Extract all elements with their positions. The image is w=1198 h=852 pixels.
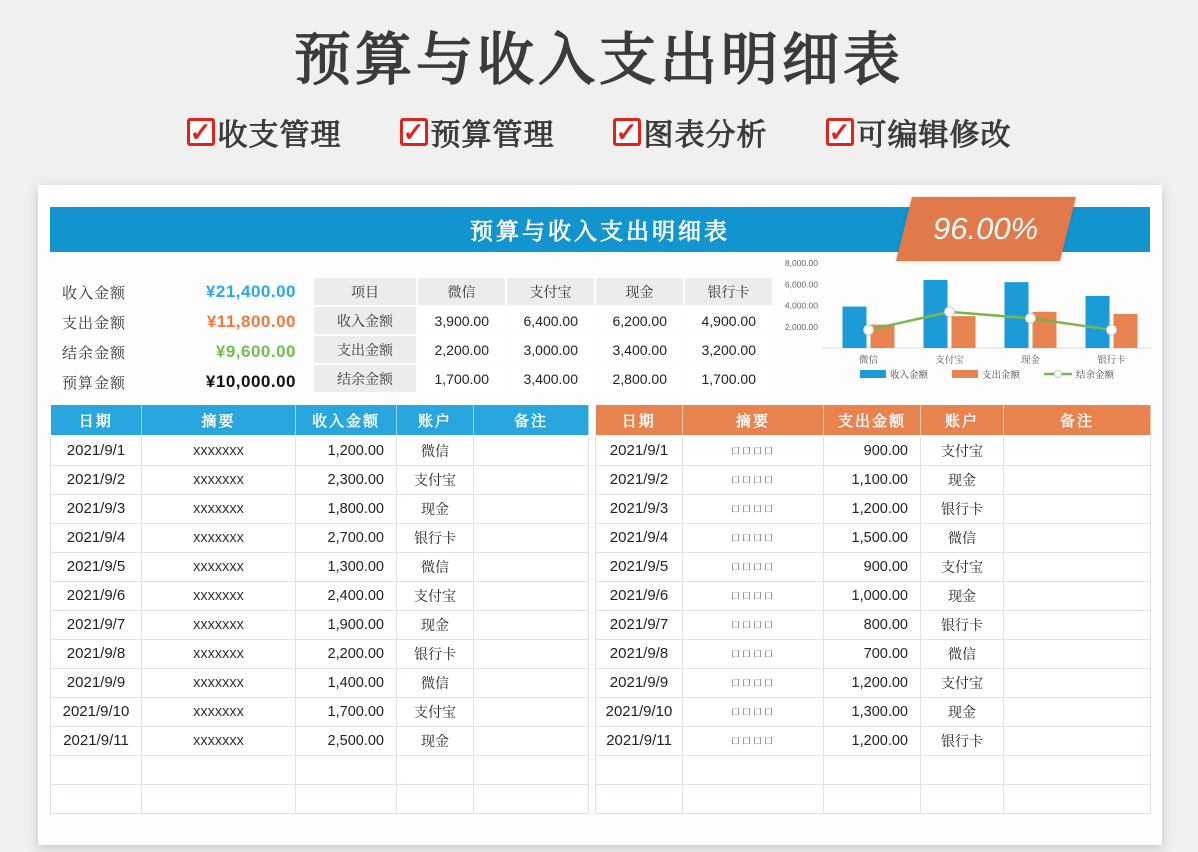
detail-cell-desc[interactable]: 口口口口 [683, 668, 824, 697]
checkbox-checked-icon: ✓ [187, 118, 215, 146]
detail-cell-date[interactable]: 2021/9/4 [51, 523, 142, 552]
detail-cell-date[interactable]: 2021/9/6 [596, 581, 683, 610]
detail-cell-date[interactable]: 2021/9/5 [596, 552, 683, 581]
detail-row [51, 523, 589, 552]
account-summary-cell[interactable]: 4,900.00 [684, 306, 773, 335]
detail-empty-cell[interactable] [1004, 755, 1151, 784]
summary-label: 结余金额 [62, 344, 127, 362]
detail-row [51, 639, 589, 668]
account-summary-row [313, 335, 773, 364]
detail-cell-note[interactable] [1004, 523, 1151, 552]
detail-row [51, 465, 589, 494]
spreadsheet-card [38, 185, 1162, 845]
detail-cell-amt[interactable]: 1,200.00 [824, 726, 921, 755]
detail-row [596, 697, 1151, 726]
detail-cell-date[interactable]: 2021/9/11 [51, 726, 142, 755]
detail-cell-amt[interactable]: 1,300.00 [296, 552, 397, 581]
detail-cell-note[interactable] [1004, 581, 1151, 610]
account-summary-row [313, 364, 773, 393]
detail-empty-cell[interactable] [921, 755, 1004, 784]
detail-cell-note[interactable] [1004, 697, 1151, 726]
detail-cell-note[interactable] [474, 581, 589, 610]
detail-cell-date[interactable]: 2021/9/2 [596, 465, 683, 494]
summary-value[interactable]: ¥9,600.00 [215, 342, 296, 361]
summary-block [56, 277, 308, 397]
detail-cell-desc[interactable]: xxxxxxx [142, 697, 296, 726]
detail-cell-amt[interactable]: 2,500.00 [296, 726, 397, 755]
account-summary-row-label: 收入金额 [313, 306, 417, 335]
feature-label: 收支管理 [217, 119, 342, 152]
detail-col-header: 收入金额 [296, 405, 397, 436]
sheet-header-title: 预算与收入支出明细表 [470, 218, 730, 244]
bar-支出金额 [1114, 314, 1138, 348]
legend-label: 收入金额 [890, 370, 929, 381]
checkbox-checked-icon: ✓ [613, 118, 641, 146]
detail-cell-desc[interactable]: 口口口口 [683, 552, 824, 581]
detail-cell-acct[interactable]: 支付宝 [397, 581, 474, 610]
detail-cell-desc[interactable]: 口口口口 [683, 697, 824, 726]
detail-cell-desc[interactable]: 口口口口 [683, 494, 824, 523]
feature-list [0, 110, 1198, 154]
detail-cell-note[interactable] [1004, 465, 1151, 494]
detail-empty-cell[interactable] [296, 784, 397, 813]
detail-cell-date[interactable]: 2021/9/3 [596, 494, 683, 523]
detail-col-header: 摘要 [142, 405, 296, 436]
detail-cell-note[interactable] [474, 697, 589, 726]
detail-cell-note[interactable] [474, 668, 589, 697]
account-summary-row [313, 306, 773, 335]
detail-row [596, 668, 1151, 697]
detail-col-header: 日期 [596, 405, 683, 436]
detail-cell-acct[interactable]: 微信 [921, 523, 1004, 552]
account-summary-col-header: 支付宝 [506, 277, 595, 306]
detail-cell-note[interactable] [1004, 639, 1151, 668]
detail-empty-cell[interactable] [397, 784, 474, 813]
income-detail-table [50, 405, 589, 814]
detail-cell-amt[interactable]: 2,200.00 [296, 639, 397, 668]
detail-cell-amt[interactable]: 1,900.00 [296, 610, 397, 639]
y-axis-tick: 6,000.00 [784, 279, 818, 290]
detail-empty-row [51, 784, 589, 813]
detail-cell-amt[interactable]: 1,400.00 [296, 668, 397, 697]
detail-cell-note[interactable] [474, 610, 589, 639]
detail-empty-cell[interactable] [596, 784, 683, 813]
detail-cell-desc[interactable]: xxxxxxx [142, 523, 296, 552]
detail-empty-cell[interactable] [397, 755, 474, 784]
detail-row [596, 465, 1151, 494]
detail-cell-note[interactable] [1004, 668, 1151, 697]
legend-swatch [952, 370, 978, 378]
detail-cell-acct[interactable]: 银行卡 [921, 610, 1004, 639]
feature-item [613, 110, 768, 154]
detail-cell-acct[interactable]: 现金 [397, 610, 474, 639]
account-summary-col-header: 现金 [595, 277, 684, 306]
detail-cell-amt[interactable]: 1,200.00 [296, 436, 397, 465]
detail-empty-cell[interactable] [296, 755, 397, 784]
detail-empty-cell[interactable] [474, 755, 589, 784]
detail-cell-note[interactable] [1004, 610, 1151, 639]
balance-line-marker [864, 325, 874, 335]
detail-empty-row [51, 755, 589, 784]
detail-cell-note[interactable] [1004, 726, 1151, 755]
x-axis-label: 支付宝 [935, 355, 964, 366]
detail-row [51, 494, 589, 523]
detail-cell-desc[interactable]: 口口口口 [683, 639, 824, 668]
detail-row [51, 552, 589, 581]
summary-row [56, 277, 308, 307]
detail-cell-acct[interactable]: 银行卡 [921, 494, 1004, 523]
detail-cell-note[interactable] [474, 726, 589, 755]
detail-cell-acct[interactable]: 支付宝 [397, 697, 474, 726]
detail-cell-acct[interactable]: 支付宝 [921, 436, 1004, 465]
detail-cell-note[interactable] [474, 465, 589, 494]
detail-empty-cell[interactable] [1004, 784, 1151, 813]
account-summary-cell[interactable]: 3,200.00 [684, 335, 773, 364]
detail-cell-amt[interactable]: 1,000.00 [824, 581, 921, 610]
y-axis-tick: 8,000.00 [784, 258, 818, 268]
detail-cell-amt[interactable]: 900.00 [824, 436, 921, 465]
checkbox-checked-icon: ✓ [400, 118, 428, 146]
account-summary-cell[interactable]: 2,800.00 [595, 364, 684, 393]
detail-row [596, 639, 1151, 668]
detail-col-header: 备注 [1004, 405, 1151, 436]
feature-item [400, 110, 555, 154]
detail-cell-date[interactable]: 2021/9/1 [51, 436, 142, 465]
account-summary-cell[interactable]: 6,400.00 [506, 306, 595, 335]
detail-cell-acct[interactable]: 微信 [397, 552, 474, 581]
detail-cell-date[interactable]: 2021/9/3 [51, 494, 142, 523]
detail-empty-cell[interactable] [474, 784, 589, 813]
page-title: 预算与收入支出明细表 [294, 28, 904, 92]
summary-row [56, 367, 308, 397]
detail-cell-date[interactable]: 2021/9/7 [51, 610, 142, 639]
summary-label: 预算金额 [62, 374, 127, 392]
detail-empty-cell[interactable] [51, 784, 142, 813]
detail-cell-desc[interactable]: xxxxxxx [142, 552, 296, 581]
detail-col-header: 账户 [397, 405, 474, 436]
detail-cell-amt[interactable]: 700.00 [824, 639, 921, 668]
account-summary-cell[interactable]: 2,200.00 [417, 335, 506, 364]
detail-cell-note[interactable] [474, 639, 589, 668]
bar-收入金额 [1086, 296, 1110, 348]
detail-cell-amt[interactable]: 2,400.00 [296, 581, 397, 610]
detail-cell-date[interactable]: 2021/9/8 [51, 639, 142, 668]
account-summary-cell[interactable]: 3,000.00 [506, 335, 595, 364]
detail-cell-date[interactable]: 2021/9/8 [596, 639, 683, 668]
detail-cell-acct[interactable]: 支付宝 [397, 465, 474, 494]
account-summary-cell[interactable]: 3,400.00 [595, 335, 684, 364]
detail-cell-amt[interactable]: 1,200.00 [824, 494, 921, 523]
bar-支出金额 [1033, 312, 1057, 348]
detail-cell-date[interactable]: 2021/9/4 [596, 523, 683, 552]
detail-cell-desc[interactable]: xxxxxxx [142, 668, 296, 697]
feature-label: 可编辑修改 [856, 119, 1012, 152]
balance-line-marker [1026, 313, 1036, 323]
detail-row [51, 697, 589, 726]
detail-cell-desc[interactable]: 口口口口 [683, 436, 824, 465]
detail-cell-desc[interactable]: 口口口口 [683, 465, 824, 494]
detail-cell-acct[interactable]: 现金 [921, 697, 1004, 726]
detail-cell-note[interactable] [1004, 494, 1151, 523]
detail-cell-desc[interactable]: 口口口口 [683, 523, 824, 552]
detail-cell-date[interactable]: 2021/9/5 [51, 552, 142, 581]
y-axis-tick: 4,000.00 [784, 300, 818, 311]
detail-row [51, 436, 589, 465]
detail-cell-acct[interactable]: 银行卡 [397, 523, 474, 552]
detail-cell-note[interactable] [474, 436, 589, 465]
detail-cell-note[interactable] [474, 552, 589, 581]
detail-cell-desc[interactable]: xxxxxxx [142, 494, 296, 523]
detail-cell-acct[interactable]: 微信 [397, 668, 474, 697]
detail-row [51, 668, 589, 697]
account-summary-row-label: 结余金额 [313, 364, 417, 393]
detail-cell-desc[interactable]: xxxxxxx [142, 726, 296, 755]
legend-label: 结余金额 [1076, 370, 1115, 381]
detail-cell-acct[interactable]: 微信 [921, 639, 1004, 668]
detail-row [596, 494, 1151, 523]
detail-col-header: 备注 [474, 405, 589, 436]
account-summary-header [313, 277, 773, 306]
summary-row [56, 307, 308, 337]
account-summary-row-label: 支出金额 [313, 335, 417, 364]
feature-label: 图表分析 [643, 119, 768, 152]
detail-col-header: 支出金额 [824, 405, 921, 436]
summary-chart [760, 251, 1160, 391]
account-summary-cell[interactable]: 1,700.00 [684, 364, 773, 393]
detail-col-header: 摘要 [683, 405, 824, 436]
detail-empty-row [596, 755, 1151, 784]
summary-label: 支出金额 [62, 314, 127, 332]
detail-row [596, 523, 1151, 552]
detail-empty-cell[interactable] [142, 755, 296, 784]
detail-row [596, 610, 1151, 639]
expense-detail-table [595, 405, 1151, 814]
detail-cell-note[interactable] [474, 523, 589, 552]
bar-收入金额 [1005, 282, 1029, 348]
detail-cell-acct[interactable]: 支付宝 [921, 668, 1004, 697]
bar-收入金额 [843, 307, 867, 348]
account-summary-cell[interactable]: 3,400.00 [506, 364, 595, 393]
detail-cell-acct[interactable]: 微信 [397, 436, 474, 465]
detail-cell-date[interactable]: 2021/9/10 [51, 697, 142, 726]
x-axis-label: 现金 [1020, 355, 1041, 366]
detail-cell-amt[interactable]: 1,200.00 [824, 668, 921, 697]
account-summary-table [312, 276, 774, 394]
detail-cell-acct[interactable]: 现金 [397, 494, 474, 523]
detail-empty-cell[interactable] [142, 784, 296, 813]
detail-cell-amt[interactable]: 1,500.00 [824, 523, 921, 552]
bar-支出金额 [952, 316, 976, 348]
detail-cell-amt[interactable]: 1,100.00 [824, 465, 921, 494]
detail-row [596, 552, 1151, 581]
detail-cell-date[interactable]: 2021/9/7 [596, 610, 683, 639]
detail-row [596, 726, 1151, 755]
account-summary-col-header: 项目 [313, 277, 417, 306]
checkbox-checked-icon: ✓ [826, 118, 854, 146]
account-summary-cell[interactable]: 1,700.00 [417, 364, 506, 393]
account-summary-body [313, 306, 773, 393]
summary-row [56, 337, 308, 367]
account-summary-col-header: 银行卡 [684, 277, 773, 306]
detail-cell-amt[interactable]: 1,800.00 [296, 494, 397, 523]
account-summary-cell[interactable]: 3,900.00 [417, 306, 506, 335]
budget-percent-value: 96.00% [933, 211, 1039, 246]
summary-chart-svg [760, 251, 1160, 391]
detail-cell-amt[interactable]: 2,300.00 [296, 465, 397, 494]
detail-row [51, 581, 589, 610]
balance-line [869, 312, 1112, 330]
detail-empty-cell[interactable] [683, 784, 824, 813]
summary-label: 收入金额 [62, 284, 127, 302]
legend-swatch [860, 370, 886, 378]
detail-empty-cell[interactable] [596, 755, 683, 784]
detail-cell-amt[interactable]: 1,700.00 [296, 697, 397, 726]
detail-cell-desc[interactable]: xxxxxxx [142, 581, 296, 610]
detail-cell-desc[interactable]: xxxxxxx [142, 639, 296, 668]
detail-cell-acct[interactable]: 现金 [397, 726, 474, 755]
detail-cell-desc[interactable]: 口口口口 [683, 610, 824, 639]
detail-cell-amt[interactable]: 1,300.00 [824, 697, 921, 726]
detail-cell-desc[interactable]: 口口口口 [683, 581, 824, 610]
detail-cell-desc[interactable]: xxxxxxx [142, 610, 296, 639]
detail-cell-note[interactable] [474, 494, 589, 523]
detail-cell-date[interactable]: 2021/9/9 [596, 668, 683, 697]
detail-cell-date[interactable]: 2021/9/9 [51, 668, 142, 697]
detail-row [596, 581, 1151, 610]
feature-label: 预算管理 [430, 119, 555, 152]
x-axis-label: 银行卡 [1097, 355, 1126, 366]
detail-cell-date[interactable]: 2021/9/1 [596, 436, 683, 465]
detail-cell-date[interactable]: 2021/9/11 [596, 726, 683, 755]
summary-value[interactable]: ¥21,400.00 [205, 282, 296, 301]
detail-cell-acct[interactable]: 现金 [921, 465, 1004, 494]
detail-cell-note[interactable] [1004, 552, 1151, 581]
x-axis-label: 微信 [858, 355, 879, 366]
balance-line-marker [945, 307, 955, 317]
detail-empty-row [596, 784, 1151, 813]
y-axis-tick: 2,000.00 [784, 321, 818, 332]
legend-label: 支出金额 [982, 370, 1021, 381]
detail-cell-amt[interactable]: 900.00 [824, 552, 921, 581]
balance-line-marker [1107, 325, 1117, 335]
detail-cell-amt[interactable]: 2,700.00 [296, 523, 397, 552]
detail-cell-desc[interactable]: xxxxxxx [142, 465, 296, 494]
detail-row [51, 610, 589, 639]
detail-cell-acct[interactable]: 现金 [921, 581, 1004, 610]
detail-cell-acct[interactable]: 支付宝 [921, 552, 1004, 581]
detail-row [51, 726, 589, 755]
detail-cell-amt[interactable]: 800.00 [824, 610, 921, 639]
detail-cell-date[interactable]: 2021/9/2 [51, 465, 142, 494]
detail-cell-desc[interactable]: xxxxxxx [142, 436, 296, 465]
feature-item [187, 110, 342, 154]
detail-empty-cell[interactable] [683, 755, 824, 784]
detail-empty-cell[interactable] [824, 755, 921, 784]
detail-cell-acct[interactable]: 银行卡 [397, 639, 474, 668]
account-summary-cell[interactable]: 6,200.00 [595, 306, 684, 335]
detail-cell-desc[interactable]: 口口口口 [683, 726, 824, 755]
detail-col-header: 日期 [51, 405, 142, 436]
summary-value[interactable]: ¥11,800.00 [206, 312, 296, 331]
detail-cell-acct[interactable]: 银行卡 [921, 726, 1004, 755]
detail-empty-cell[interactable] [921, 784, 1004, 813]
detail-row [596, 436, 1151, 465]
detail-empty-cell[interactable] [824, 784, 921, 813]
detail-cell-note[interactable] [1004, 436, 1151, 465]
summary-value[interactable]: ¥10,000.00 [205, 372, 296, 391]
feature-item [826, 110, 1012, 154]
account-summary-col-header: 微信 [417, 277, 506, 306]
legend-line-marker [1055, 371, 1062, 378]
detail-cell-date[interactable]: 2021/9/10 [596, 697, 683, 726]
detail-empty-cell[interactable] [51, 755, 142, 784]
detail-cell-date[interactable]: 2021/9/6 [51, 581, 142, 610]
detail-col-header: 账户 [921, 405, 1004, 436]
